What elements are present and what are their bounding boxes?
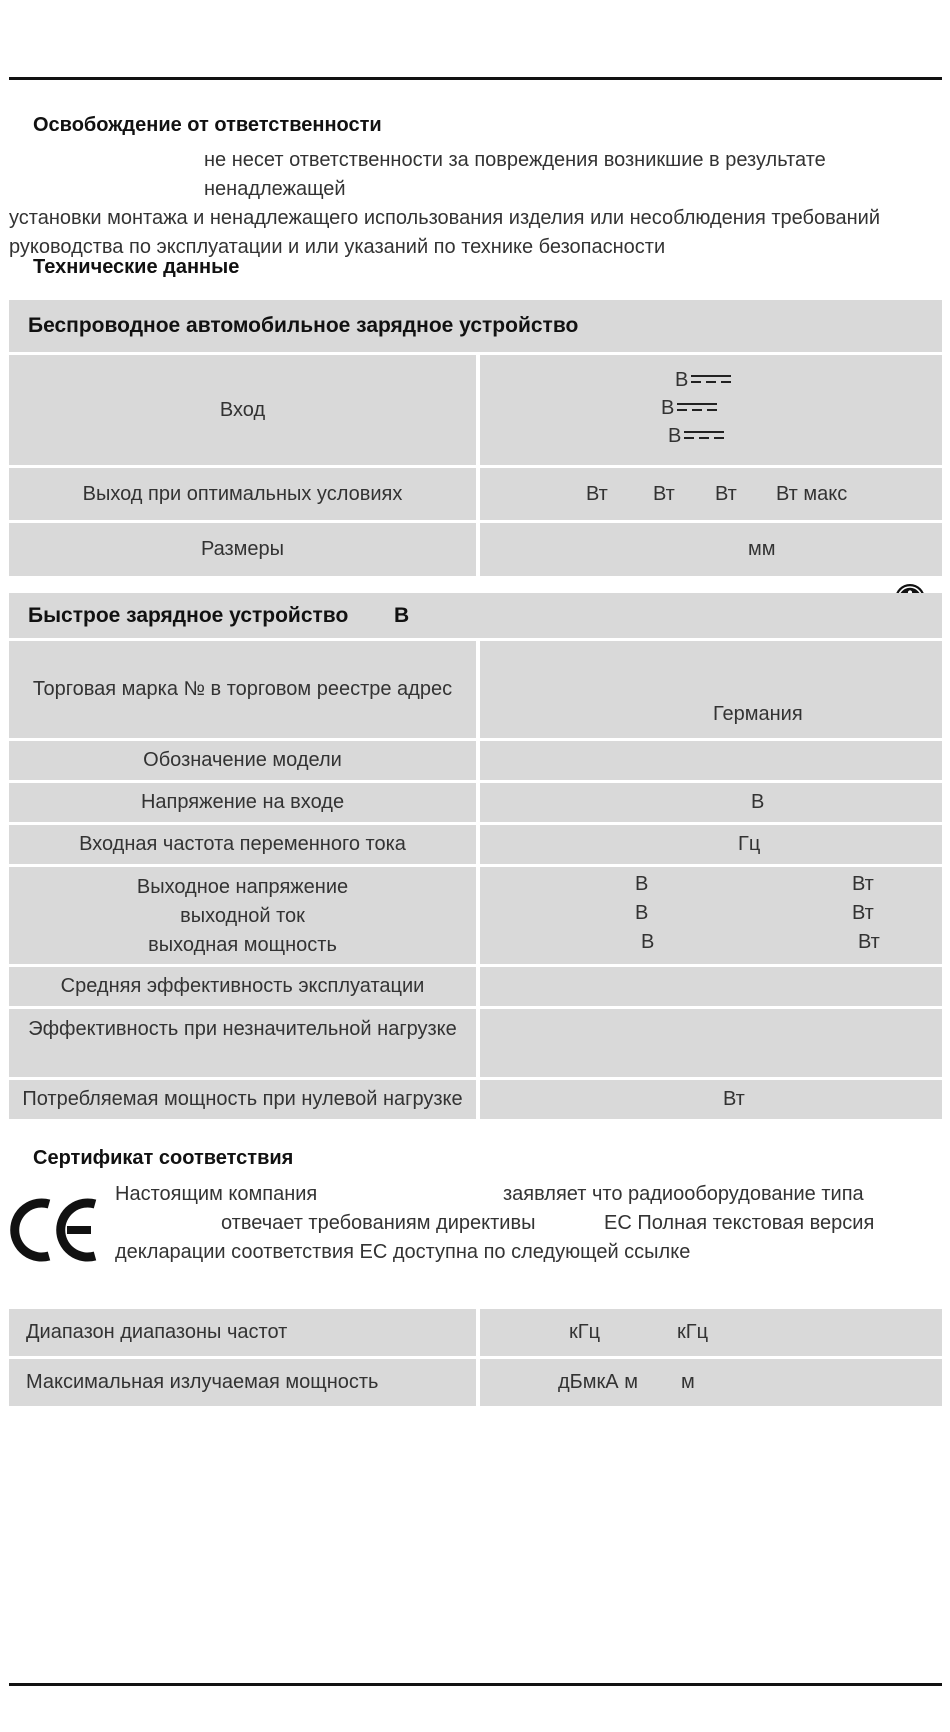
output-voltage-label: Выходное напряжение xyxy=(136,876,349,898)
efficiency-value xyxy=(480,967,942,1006)
table-row xyxy=(9,355,942,465)
disclaimer-line-1: не несет ответственности за повреждения возникшие в результате ненадлежащей xyxy=(204,149,826,200)
cert-line-2a: отвечает требованиям директивы xyxy=(221,1212,536,1234)
input-voltage-1: В xyxy=(675,369,731,392)
radiated-power-label: Максимальная излучаемая мощность xyxy=(9,1359,476,1406)
radiated-power-value: дБмкА м м xyxy=(480,1359,942,1406)
input-voltage-label: Напряжение на входе xyxy=(9,783,476,822)
trademark-label: Торговая марка № в торговом реестре адрес xyxy=(9,641,476,738)
table-row xyxy=(9,825,942,864)
disclaimer-text xyxy=(9,146,944,262)
model-value xyxy=(480,741,942,780)
title-unit: В xyxy=(394,604,410,627)
trademark-value: Германия xyxy=(480,641,942,738)
input-label: Вход xyxy=(9,355,476,465)
table-row xyxy=(9,1309,942,1356)
radio-spec-table xyxy=(9,1309,942,1406)
table-row xyxy=(9,593,942,638)
fast-charger-spec-table xyxy=(9,593,942,1119)
table-row xyxy=(9,641,942,738)
output-power-max: Вт макс xyxy=(776,483,848,505)
table-row xyxy=(9,468,942,520)
efficiency-label: Средняя эффективность эксплуатации xyxy=(9,967,476,1006)
cert-line-3: декларации соответствия ЕС доступна по следующей ссылке xyxy=(115,1241,691,1263)
table-title: Беспроводное автомобильное зарядное устройство xyxy=(9,300,942,352)
disclaimer-line-2: установки монтажа и ненадлежащего использования изделия или несоблюдения требований xyxy=(9,207,881,229)
certificate-title: Сертификат соответствия xyxy=(33,1147,294,1169)
low-load-efficiency-value xyxy=(480,1009,942,1077)
cert-line-2b: ЕС Полная текстовая версия xyxy=(604,1212,875,1234)
charger-spec-table xyxy=(9,300,942,576)
table-row xyxy=(9,783,942,822)
table-row xyxy=(9,523,942,576)
output-power-3: Вт xyxy=(715,483,737,505)
table-row xyxy=(9,1009,942,1077)
input-voltage-2: В xyxy=(661,397,717,420)
output-power-label: выходная мощность xyxy=(148,934,337,956)
low-load-efficiency-label: Эффективность при незначительной нагрузке xyxy=(9,1009,476,1077)
disclaimer-title: Освобождение от ответственности xyxy=(33,114,382,136)
size-label: Размеры xyxy=(9,523,476,576)
model-label: Обозначение модели xyxy=(9,741,476,780)
no-load-power-label: Потребляемая мощность при нулевой нагрузке xyxy=(9,1080,476,1119)
no-load-power-value: Вт xyxy=(480,1080,942,1119)
table-row xyxy=(9,300,942,352)
input-voltage-3: В xyxy=(668,425,724,448)
bottom-rule xyxy=(9,1683,942,1686)
input-voltage-value: В xyxy=(480,783,942,822)
certificate-text xyxy=(115,1180,945,1270)
ac-frequency-label: Входная частота переменного тока xyxy=(9,825,476,864)
ce-mark xyxy=(9,1196,101,1264)
dc-current-icon xyxy=(691,375,731,384)
frequency-band-value: кГц кГц xyxy=(480,1309,942,1356)
output-params-label xyxy=(9,867,476,964)
table-title: Быстрое зарядное устройство В xyxy=(9,593,942,638)
output-label: Выход при оптимальных условиях xyxy=(9,468,476,520)
output-power-1: Вт xyxy=(586,483,608,505)
output-power-2: Вт xyxy=(653,483,675,505)
disclaimer-line-3: руководства по эксплуатации и или указаний по технике безопасности xyxy=(9,236,666,258)
output-value xyxy=(480,468,942,520)
table-row xyxy=(9,1080,942,1119)
cert-line-1b: заявляет что радиооборудование типа xyxy=(503,1183,864,1205)
input-value xyxy=(480,355,942,465)
output-params-value: В В В Вт Вт Вт xyxy=(480,867,942,964)
frequency-band-label: Диапазон диапазоны частот xyxy=(9,1309,476,1356)
table-row xyxy=(9,967,942,1006)
output-current-label: выходной ток xyxy=(180,905,305,927)
ac-frequency-value: Гц xyxy=(480,825,942,864)
dc-current-icon xyxy=(684,431,724,440)
table-row xyxy=(9,867,942,964)
table-row xyxy=(9,741,942,780)
size-value: мм xyxy=(480,523,942,576)
cert-line-1a: Настоящим компания xyxy=(115,1183,318,1205)
top-rule xyxy=(9,77,942,80)
dc-current-icon xyxy=(677,403,717,412)
table-row xyxy=(9,1359,942,1406)
tech-data-title: Технические данные xyxy=(33,256,240,278)
